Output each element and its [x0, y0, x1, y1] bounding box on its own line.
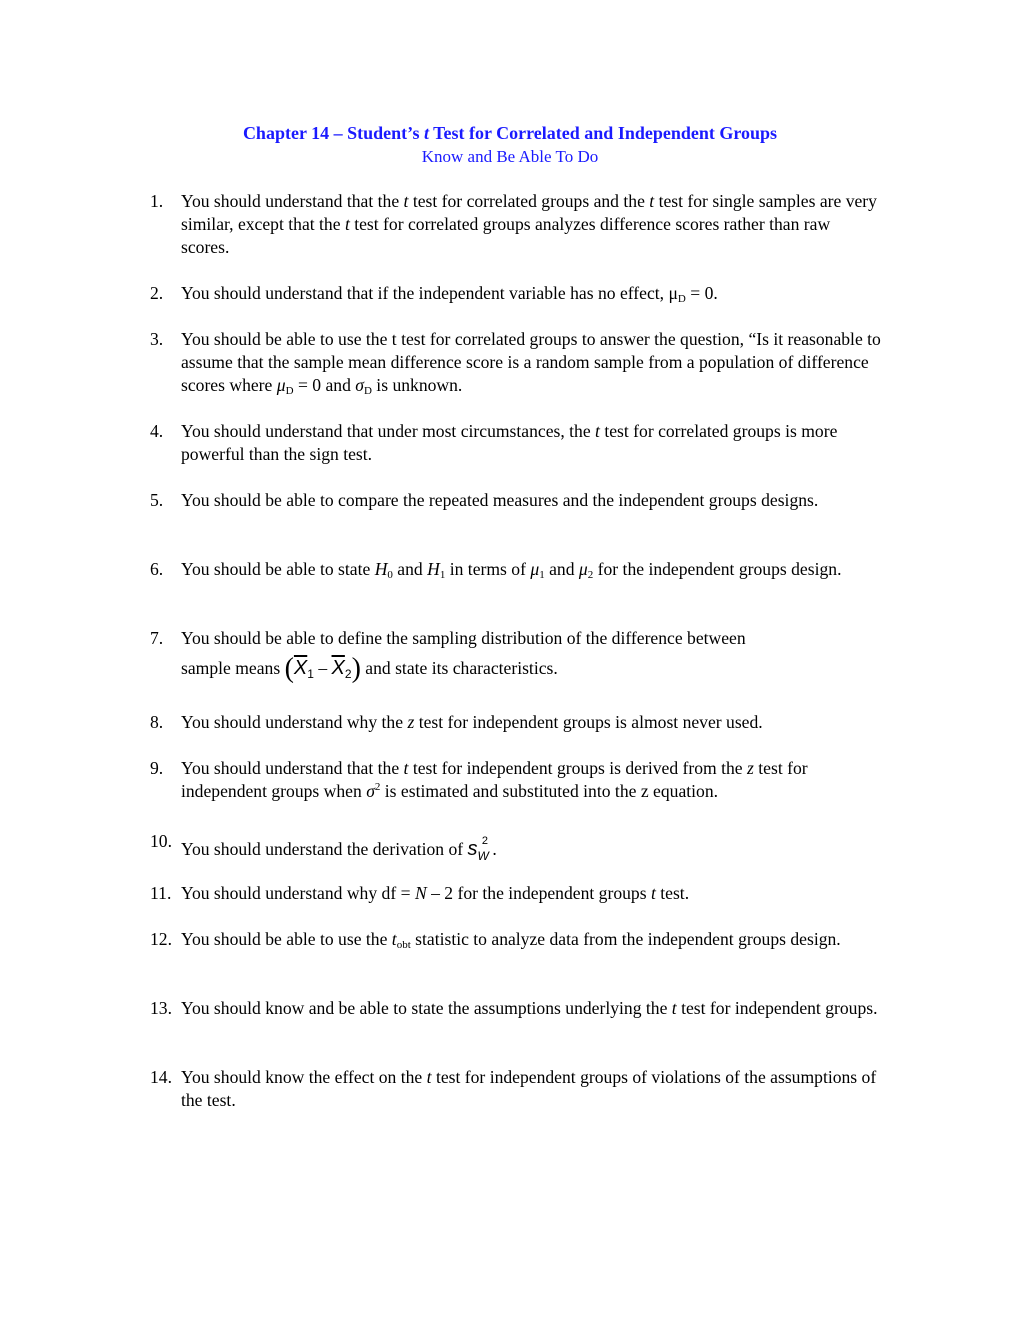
item-number: 13. — [150, 998, 172, 1018]
list-item: 6. You should be able to state $H_0$ and $H_1$ in terms of $\mu_1$ and $\mu_2$ for the independent groups design. — [150, 559, 842, 581]
list-item: 5. You should be able to compare the repeated measures and the independent groups designs. — [150, 490, 819, 510]
list-item: 13. You should know and be able to state the assumptions underlying the t test for independent groups. — [150, 998, 878, 1018]
item-number: 11. — [150, 883, 172, 903]
chapter-subtitle: Know and Be Able To Do — [421, 147, 599, 166]
chapter-title: Chapter 14 – Student’s t Test for Correlated and Independent Groups — [242, 123, 778, 143]
list-item: 9. You should understand that the t test for independent groups is derived from the z test for independent groups when $\sigma^2$ is estimated and substituted into the z equation. — [150, 758, 808, 801]
page-heading — [0, 122, 1020, 168]
item-number: 1. — [150, 191, 164, 211]
item-number: 10. — [150, 831, 172, 851]
item-number: 9. — [150, 758, 164, 778]
item-number: 12. — [150, 929, 172, 949]
item-number: 2. — [150, 283, 164, 303]
list-item: 4. You should understand that under most circumstances, the t test for correlated groups is more powerful than the sign test. — [150, 421, 838, 464]
list-item: 12. You should be able to use the $t_{obt}$ statistic to analyze data from the independent groups design. — [150, 929, 841, 951]
item-number: 7. — [150, 628, 164, 648]
list-item: 14. You should know the effect on the t test for independent groups of violations of the assumptions of the test. — [150, 1067, 877, 1110]
item-number: 14. — [150, 1067, 172, 1087]
list-item: 11. You should understand why df = N – 2 for the independent groups t test. — [150, 883, 690, 903]
item-number: 8. — [150, 712, 164, 732]
list-item: 1. You should understand that the t test for correlated groups and the t test for single samples are very similar, except that the t test for correlated groups analyzes difference scores rather than raw scores. — [150, 191, 877, 257]
list-item: 2. You should understand that if the independent variable has no effect, $\mu_D = 0$. — [150, 283, 718, 305]
list-item: 3. You should be able to use the t test for correlated groups to answer the question, “Is it reasonable to assume that the sample mean difference score is a random sample from a population of difference scores where $\mu_D = 0$ and $\sigma_D$ is unknown. — [150, 329, 881, 397]
item-number: 3. — [150, 329, 164, 349]
item-number: 6. — [150, 559, 164, 579]
list-item: 7. You should be able to define the sampling distribution of the difference between sample means $(\overline{X}_1 - \overline{X}_2)$ and state its characteristics. — [150, 628, 746, 684]
item-number: 5. — [150, 490, 164, 510]
item-number: 4. — [150, 421, 164, 441]
list-item: 10. You should understand the derivation of $s_W^2$ . — [150, 831, 497, 863]
list-item: 8. You should understand why the z test for independent groups is almost never used. — [150, 712, 763, 732]
